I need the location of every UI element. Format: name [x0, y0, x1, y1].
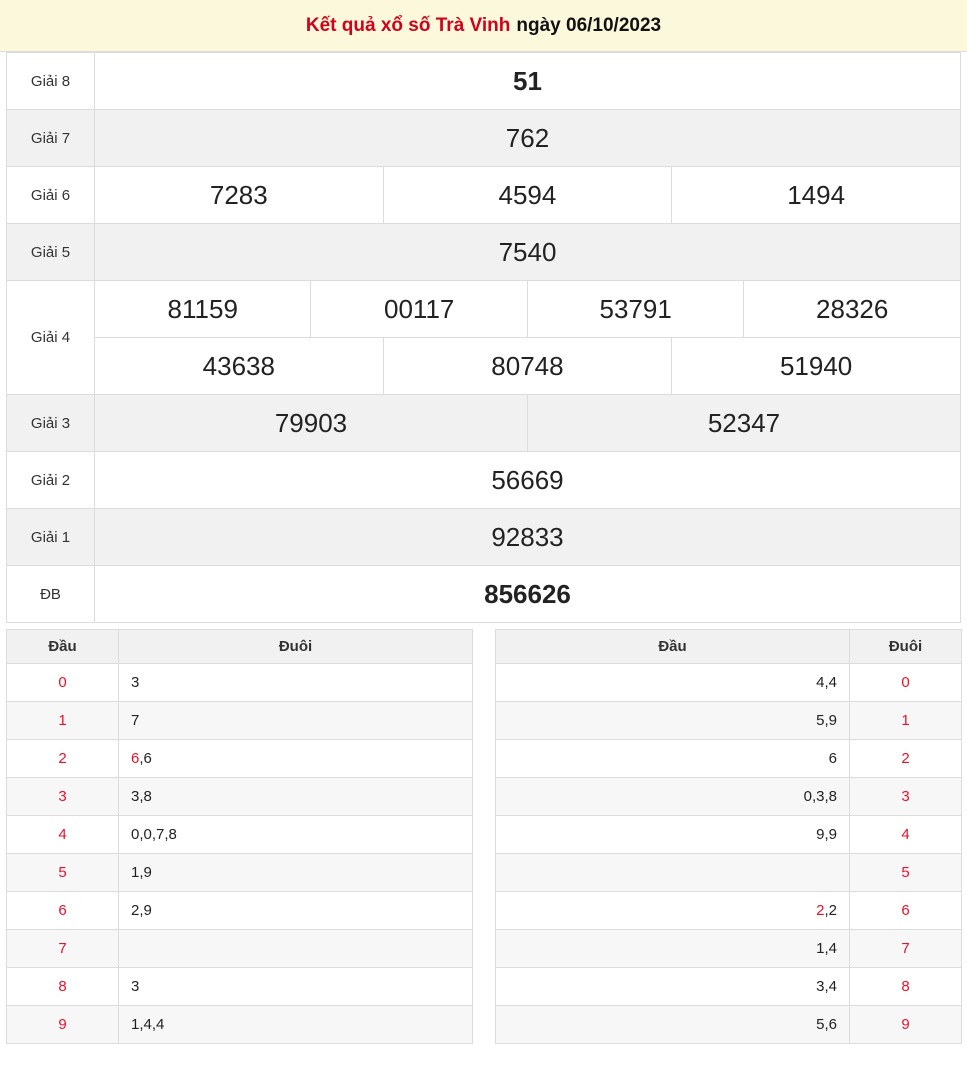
table-row — [496, 778, 962, 816]
table-row — [7, 1006, 473, 1044]
table-row-db — [7, 566, 961, 623]
table-row — [496, 702, 962, 740]
row-key: 9 — [850, 1006, 962, 1044]
prize-value-g6-3: 1494 — [672, 167, 961, 224]
prize-value-g3-2: 52347 — [527, 395, 960, 452]
prize-value-g4-5: 43638 — [95, 338, 384, 395]
prize-value-g5: 7540 — [95, 224, 961, 281]
row-key: 2 — [7, 740, 119, 778]
row-key: 6 — [7, 892, 119, 930]
table-row-g2 — [7, 452, 961, 509]
table-row — [7, 816, 473, 854]
prize-value-g4-7: 51940 — [672, 338, 961, 395]
row-value: 3 — [119, 664, 473, 702]
row-key: 4 — [7, 816, 119, 854]
head-tail-section — [6, 629, 961, 1044]
table-row-g8 — [7, 53, 961, 110]
row-value: 0,3,8 — [496, 778, 850, 816]
row-key: 1 — [850, 702, 962, 740]
table-row — [7, 740, 473, 778]
table-row-g4a — [7, 281, 961, 338]
table-row — [496, 854, 962, 892]
row-key: 7 — [850, 930, 962, 968]
prize-value-g4-3: 53791 — [527, 281, 743, 338]
result-date: ngày 06/10/2023 — [516, 14, 662, 36]
page-header — [0, 0, 967, 52]
table-row-g7 — [7, 110, 961, 167]
table-row — [7, 854, 473, 892]
row-value: 6,6 — [119, 740, 473, 778]
row-key: 2 — [850, 740, 962, 778]
prize-value-g6-2: 4594 — [383, 167, 672, 224]
prize-value-g4-6: 80748 — [383, 338, 672, 395]
prize-value-g3-1: 79903 — [95, 395, 528, 452]
table-row — [496, 968, 962, 1006]
row-value: 2,9 — [119, 892, 473, 930]
prize-value-g6-1: 7283 — [95, 167, 384, 224]
row-key: 3 — [850, 778, 962, 816]
prize-label-g3: Giải 3 — [7, 395, 95, 452]
prize-label-g8: Giải 8 — [7, 53, 95, 110]
row-value: 1,4,4 — [119, 1006, 473, 1044]
col-header-duoi-left: Đuôi — [119, 630, 473, 664]
prize-value-g7: 762 — [95, 110, 961, 167]
prize-value-g1: 92833 — [95, 509, 961, 566]
row-key: 5 — [850, 854, 962, 892]
row-key: 8 — [850, 968, 962, 1006]
results-table — [6, 52, 961, 623]
table-row-g5 — [7, 224, 961, 281]
table-row — [496, 930, 962, 968]
prize-label-g1: Giải 1 — [7, 509, 95, 566]
table-row — [7, 930, 473, 968]
row-value — [496, 854, 850, 892]
prize-label-g4: Giải 4 — [7, 281, 95, 395]
row-key: 3 — [7, 778, 119, 816]
row-key: 7 — [7, 930, 119, 968]
row-key: 8 — [7, 968, 119, 1006]
row-key: 6 — [850, 892, 962, 930]
table-row-g4b — [7, 338, 961, 395]
table-row — [496, 1006, 962, 1044]
table-row — [7, 664, 473, 702]
table-row — [7, 702, 473, 740]
row-value: 1,4 — [496, 930, 850, 968]
table-row — [7, 968, 473, 1006]
prize-value-g4-4: 28326 — [744, 281, 961, 338]
row-value: 2,2 — [496, 892, 850, 930]
table-row — [7, 892, 473, 930]
table-row-g1 — [7, 509, 961, 566]
table-row — [496, 816, 962, 854]
col-header-duoi-right: Đuôi — [850, 630, 962, 664]
row-value: 0,0,7,8 — [119, 816, 473, 854]
prize-label-db: ĐB — [7, 566, 95, 623]
row-value: 6 — [496, 740, 850, 778]
row-key: 1 — [7, 702, 119, 740]
prize-label-g2: Giải 2 — [7, 452, 95, 509]
row-value: 4,4 — [496, 664, 850, 702]
prize-label-g7: Giải 7 — [7, 110, 95, 167]
table-row — [496, 740, 962, 778]
row-key: 5 — [7, 854, 119, 892]
table-row-g3 — [7, 395, 961, 452]
table-row — [496, 664, 962, 702]
table-header-row-right — [496, 630, 962, 664]
table-row-g6 — [7, 167, 961, 224]
row-value: 1,9 — [119, 854, 473, 892]
col-header-dau-left: Đầu — [7, 630, 119, 664]
row-value: 3,4 — [496, 968, 850, 1006]
row-value: 5,9 — [496, 702, 850, 740]
head-tail-table-right — [495, 629, 962, 1044]
prize-value-db: 856626 — [95, 566, 961, 623]
row-value: 3,8 — [119, 778, 473, 816]
prize-value-g4-2: 00117 — [311, 281, 527, 338]
table-row — [7, 778, 473, 816]
page-title: Kết quả xổ số Trà Vinh — [305, 14, 511, 36]
row-value: 7 — [119, 702, 473, 740]
row-key: 4 — [850, 816, 962, 854]
row-value: 3 — [119, 968, 473, 1006]
prize-value-g4-1: 81159 — [95, 281, 311, 338]
head-tail-table-left — [6, 629, 473, 1044]
row-value: 9,9 — [496, 816, 850, 854]
col-header-dau-right: Đầu — [496, 630, 850, 664]
row-value: 5,6 — [496, 1006, 850, 1044]
prize-label-g6: Giải 6 — [7, 167, 95, 224]
row-key: 9 — [7, 1006, 119, 1044]
prize-label-g5: Giải 5 — [7, 224, 95, 281]
row-value — [119, 930, 473, 968]
row-key: 0 — [7, 664, 119, 702]
prize-value-g2: 56669 — [95, 452, 961, 509]
row-key: 0 — [850, 664, 962, 702]
table-header-row-left — [7, 630, 473, 664]
table-row — [496, 892, 962, 930]
prize-value-g8: 51 — [95, 53, 961, 110]
